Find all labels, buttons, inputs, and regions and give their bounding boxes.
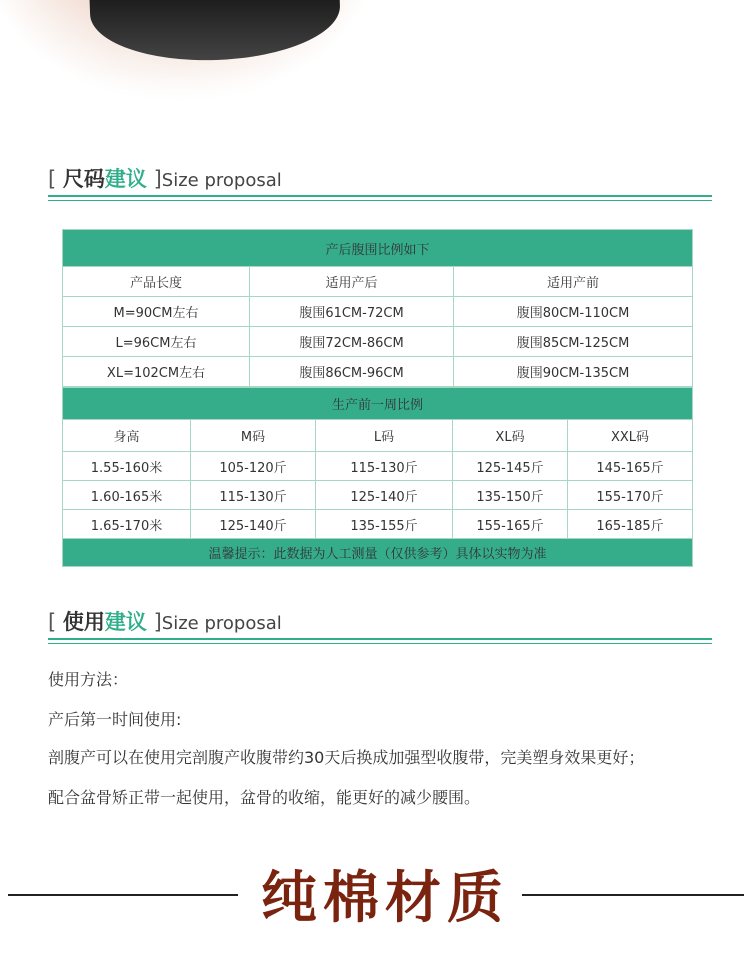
table-cell: 腹围61CM-72CM [250, 297, 454, 327]
table-cell: 135-150斤 [453, 481, 568, 510]
usage-line-2: 配合盆骨矫正带一起使用，盆骨的收缩，能更好的减少腰围。 [48, 788, 481, 807]
usage-section-title [48, 609, 712, 637]
size-section-heading [48, 166, 712, 194]
bracket-open: [ [48, 167, 57, 191]
material-title-block [0, 858, 750, 938]
table-cell: 155-165斤 [453, 510, 568, 539]
table-cell: M=90CM左右 [63, 297, 250, 327]
table-cell: 125-140斤 [191, 510, 316, 539]
table1-header-row [63, 267, 693, 297]
table2-header-cell: XXL码 [568, 420, 693, 452]
table2-note-row [63, 539, 693, 567]
title-en: Size proposal [161, 170, 282, 191]
cut-off-text-row [100, 950, 660, 970]
usage-section-heading [48, 609, 712, 637]
table-cell: 165-185斤 [568, 510, 693, 539]
table-cell: 腹围72CM-86CM [250, 327, 454, 357]
table-row [63, 297, 693, 327]
table-cell: 115-130斤 [191, 481, 316, 510]
product-photo [0, 0, 750, 120]
heading-rule-thick [48, 195, 712, 197]
bracket-open: [ [48, 610, 57, 634]
photo-fade [0, 0, 750, 120]
table-row [63, 510, 693, 539]
table1-header-cell: 产品长度 [63, 267, 250, 297]
table-cell: L=96CM左右 [63, 327, 250, 357]
usage-postpartum-label: 产后第一时间使用: [48, 710, 182, 729]
table1-header-cell: 适用产后 [250, 267, 454, 297]
table1-title-row [63, 230, 693, 267]
title-cn-green: 建议 [104, 610, 147, 634]
table-cell: 1.55-160米 [63, 452, 191, 481]
table-cell: XL=102CM左右 [63, 357, 250, 387]
divider-right [522, 894, 744, 896]
table1-title: 产后腹围比例如下 [63, 230, 693, 267]
table-cell: 135-155斤 [316, 510, 453, 539]
usage-method-label: 使用方法： [48, 670, 129, 689]
table-row [63, 357, 693, 387]
divider-left [8, 894, 238, 896]
postpartum-size-table [62, 229, 693, 387]
table-cell: 腹围85CM-125CM [454, 327, 693, 357]
table-row [63, 481, 693, 510]
table-cell: 腹围80CM-110CM [454, 297, 693, 327]
table2-header-row [63, 420, 693, 452]
usage-line-1: 剖腹产可以在使用完剖腹产收腹带约30天后换成加强型收腹带，完美塑身效果更好； [48, 748, 645, 767]
table1-header-cell: 适用产前 [454, 267, 693, 297]
table2-title: 生产前一周比例 [63, 388, 693, 420]
table-cell: 145-165斤 [568, 452, 693, 481]
table2-header-cell: L码 [316, 420, 453, 452]
prenatal-weight-table [62, 387, 693, 567]
table-note: 温馨提示：此数据为人工测量（仅供参考）具体以实物为准 [63, 539, 693, 567]
title-en: Size proposal [161, 613, 282, 634]
table2-header-cell: XL码 [453, 420, 568, 452]
table-cell: 125-140斤 [316, 481, 453, 510]
table2-title-row [63, 388, 693, 420]
heading-rule-thin [48, 643, 712, 644]
table-row [63, 327, 693, 357]
table2-header-cell: 身高 [63, 420, 191, 452]
table-cell: 1.60-165米 [63, 481, 191, 510]
table-cell: 155-170斤 [568, 481, 693, 510]
title-cn-dark: 使用 [62, 610, 105, 634]
bracket-close: ] [153, 167, 162, 191]
heading-rule-thick [48, 638, 712, 640]
table-cell: 腹围86CM-96CM [250, 357, 454, 387]
material-title: 纯棉材质 [261, 865, 509, 931]
table-cell: 1.65-170米 [63, 510, 191, 539]
table-cell: 115-130斤 [316, 452, 453, 481]
table2-header-cell: M码 [191, 420, 316, 452]
heading-rule-thin [48, 200, 712, 201]
table-row [63, 452, 693, 481]
table-cell: 腹围90CM-135CM [454, 357, 693, 387]
table-cell: 105-120斤 [191, 452, 316, 481]
bracket-close: ] [153, 610, 162, 634]
title-cn-green: 建议 [104, 167, 147, 191]
size-section-title [48, 166, 712, 194]
title-cn-dark: 尺码 [62, 167, 105, 191]
table-cell: 125-145斤 [453, 452, 568, 481]
